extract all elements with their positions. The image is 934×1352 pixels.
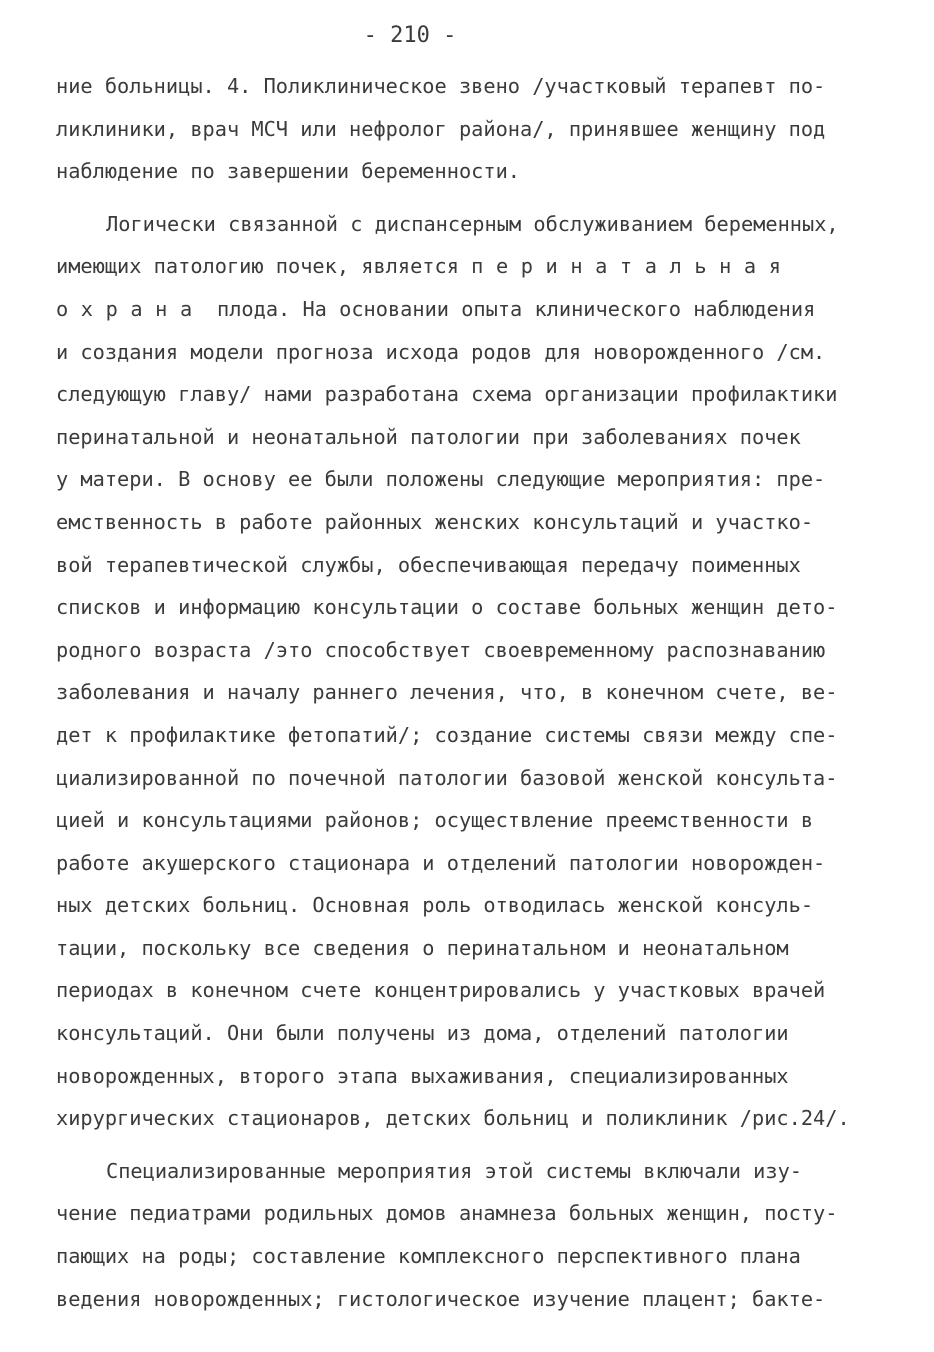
text-line: емственность в работе районных женских консультаций и участко- <box>56 509 814 534</box>
text-line: Специализированные мероприятия этой системы включали изу- <box>106 1158 802 1183</box>
text-segment: имеющих патологию почек, является <box>56 254 472 279</box>
text-line: чение педиатрами родильных домов анамнеза больных женщин, посту- <box>56 1201 838 1226</box>
text-line: родного возраста /это способствует своевременному распознаванию <box>56 637 826 662</box>
text-line: периодах в конечном счете концентрировались у участковых врачей <box>56 978 826 1003</box>
text-line: у матери. В основу ее были положены следующие мероприятия: пре- <box>56 467 826 492</box>
text-line: вой терапевтической службы, обеспечивающая передачу поименных <box>56 552 801 577</box>
text-line: хирургических стационаров, детских больниц и поликлиник /рис.24/. <box>56 1106 850 1131</box>
text-line: перинатальной и неонатальной патологии при заболеваниях почек <box>56 424 801 449</box>
text-line: консультаций. Они были получены из дома, отделений патологии <box>56 1021 789 1046</box>
text-line: ведения новорожденных; гистологическое изучение плацент; бакте- <box>56 1286 826 1311</box>
paragraph-gap <box>56 193 896 203</box>
text-line: цией и консультациями районов; осуществление преемственности в <box>56 808 814 833</box>
emphasized-term: охрана <box>56 296 205 321</box>
text-line: тации, поскольку все сведения о перинатальном и неонатальном <box>56 935 789 960</box>
text-body <box>56 65 896 1320</box>
text-line: ние больницы. 4. Поликлиническое звено /участковый терапевт по- <box>56 74 826 98</box>
text-line: наблюдение по завершении беременности. <box>56 159 520 184</box>
page-number: - 210 - <box>363 23 457 48</box>
text-line <box>56 245 896 288</box>
text-line: Логически связанной с диспансерным обслуживанием беременных, <box>106 211 839 236</box>
text-line: следующую главу/ нами разработана схема организации профилактики <box>56 382 838 407</box>
text-line: ных детских больниц. Основная роль отводилась женской консуль- <box>56 893 814 918</box>
text-line: и создания модели прогноза исхода родов для новорожденного /см. <box>56 339 826 364</box>
paragraph-gap <box>56 1140 896 1150</box>
text-line: пающих на роды; составление комплексного перспективного плана <box>56 1244 801 1269</box>
text-line: циализированной по почечной патологии базовой женской консульта- <box>56 765 838 790</box>
text-line: ликлиники, врач МСЧ или нефролог района/, принявшее женщину под <box>56 116 826 141</box>
text-line: дет к профилактике фетопатий/; создание системы связи между спе- <box>56 722 838 747</box>
text-segment: плода. На основании опыта клинического наблюдения <box>217 296 816 321</box>
text-line: списков и информацию консультации о составе больных женщин дето- <box>56 595 838 620</box>
text-line: работе акушерского стационара и отделений патологии новорожден- <box>56 850 826 875</box>
text-line <box>56 288 896 331</box>
text-line: заболевания и началу раннего лечения, что, в конечном счете, ве- <box>56 680 838 705</box>
emphasized-term: перинатальная <box>471 254 794 279</box>
text-line: новорожденных, второго этапа выхаживания, специализированных <box>56 1063 789 1088</box>
